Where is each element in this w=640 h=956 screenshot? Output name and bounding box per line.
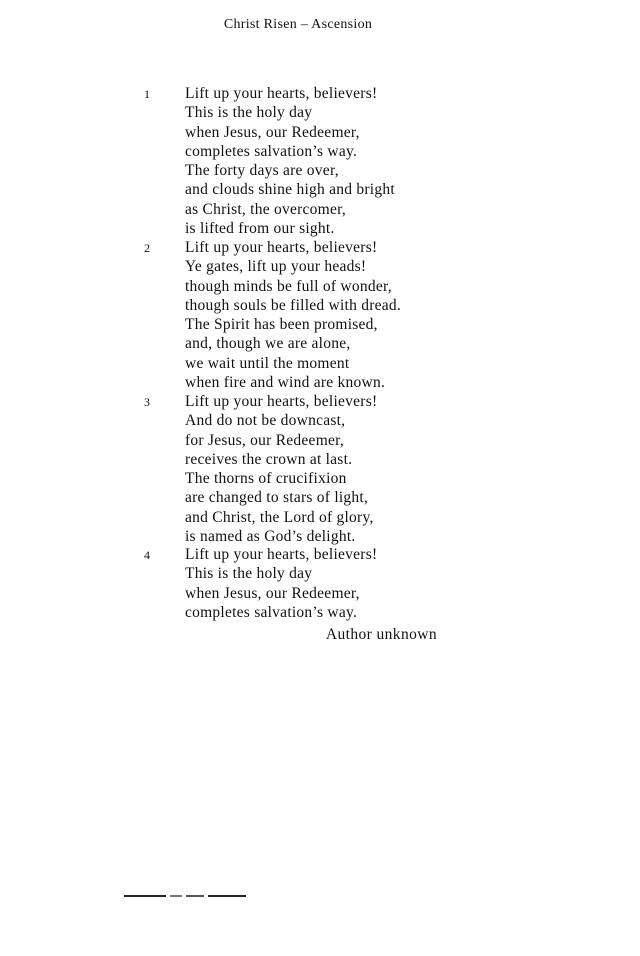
- verse-line: when Jesus, our Redeemer,: [185, 123, 360, 141]
- verse-line: The forty days are over,: [185, 162, 339, 180]
- rule-segment: [186, 895, 204, 897]
- rule-segment: [124, 895, 166, 897]
- verse-line: receives the crown at last.: [185, 450, 353, 468]
- stanza-lines: [185, 392, 377, 546]
- page-header-title: Christ Risen – Ascension: [223, 17, 373, 32]
- verse-line: for Jesus, our Redeemer,: [185, 431, 345, 449]
- verse-line: we wait until the moment: [185, 354, 350, 372]
- verse-line: This is the holy day: [185, 565, 313, 583]
- verse-line: Lift up your hearts, believers!: [185, 546, 378, 563]
- stanza-number: 2: [144, 241, 150, 255]
- verse-line: completes salvation’s way.: [185, 142, 358, 160]
- footer-rule-divider: [124, 895, 246, 897]
- verse-line: Lift up your hearts, believers!: [185, 239, 378, 256]
- stanza-lines: [185, 84, 395, 238]
- verse-line: completes salvation’s way.: [185, 603, 358, 621]
- verse-line: are changed to stars of light,: [185, 489, 369, 507]
- verse-line: is named as God’s delight.: [185, 528, 356, 546]
- verse-line: is lifted from our sight.: [185, 220, 335, 238]
- stanza-lines: [185, 545, 377, 622]
- verse-line: This is the holy day: [185, 104, 313, 122]
- verse-line: The thorns of crucifixion: [185, 470, 347, 488]
- rule-segment: [208, 895, 246, 897]
- stanza-number: 3: [144, 395, 150, 409]
- stanza-lines: [185, 238, 401, 392]
- verse-line: though souls be filled with dread.: [185, 296, 401, 314]
- stanza-number: 4: [144, 548, 150, 562]
- verse-line: and clouds shine high and bright: [185, 181, 395, 199]
- verse-line: The Spirit has been promised,: [185, 316, 378, 334]
- verse-line: Lift up your hearts, believers!: [185, 85, 378, 102]
- verse-line: And do not be downcast,: [185, 412, 346, 430]
- verse-line: Lift up your hearts, believers!: [185, 393, 378, 410]
- verse-line: when fire and wind are known.: [185, 374, 386, 392]
- verse-line: when Jesus, our Redeemer,: [185, 584, 360, 602]
- rule-segment: [170, 895, 182, 897]
- verse-line: and, though we are alone,: [185, 335, 351, 353]
- verse-line: Ye gates, lift up your heads!: [185, 258, 367, 276]
- verse-line: as Christ, the overcomer,: [185, 200, 347, 218]
- stanza-number: 1: [144, 87, 150, 101]
- verse-line: and Christ, the Lord of glory,: [185, 508, 374, 526]
- author-attribution: Author unknown: [325, 626, 437, 643]
- verse-line: though minds be full of wonder,: [185, 277, 392, 295]
